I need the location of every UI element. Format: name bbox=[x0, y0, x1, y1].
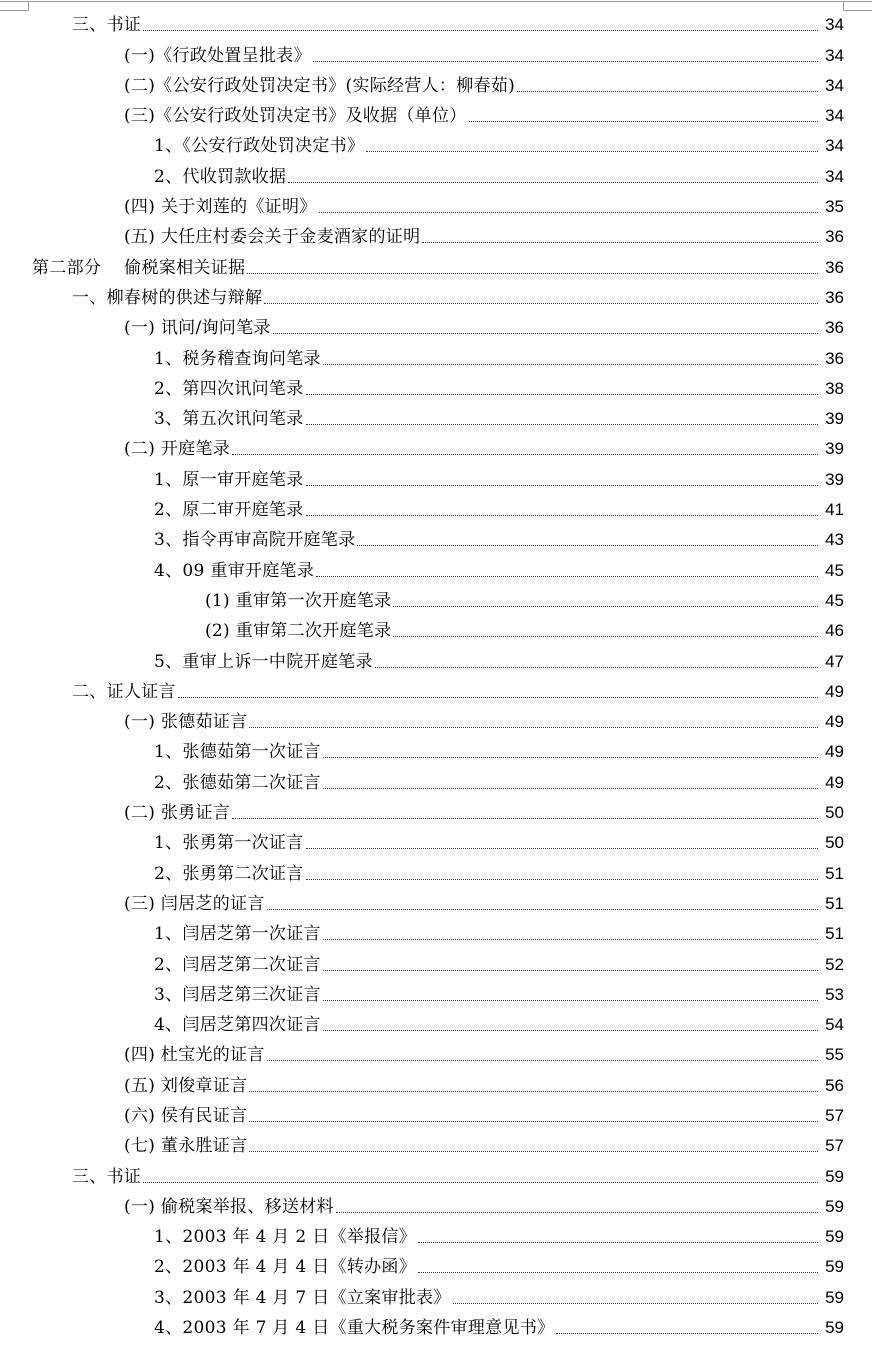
toc-entry-title: 3、2003 年 4 月 7 日《立案审批表》 bbox=[154, 1287, 451, 1308]
toc-dot-leader bbox=[306, 485, 818, 486]
toc-dot-leader bbox=[306, 394, 818, 395]
toc-entry-page-number: 53 bbox=[825, 984, 844, 1004]
toc-dot-leader bbox=[366, 151, 818, 152]
toc-entry[interactable] bbox=[0, 72, 872, 102]
toc-entry[interactable] bbox=[0, 829, 872, 859]
toc-entry-title: (五) 大任庄村委会关于金麦酒家的证明 bbox=[124, 227, 421, 248]
toc-entry[interactable] bbox=[0, 526, 872, 556]
toc-entry-title: (二) 开庭笔录 bbox=[124, 439, 231, 460]
toc-entry-title: 1、张德茹第一次证言 bbox=[154, 742, 321, 763]
toc-entry-title: (五) 刘俊章证言 bbox=[124, 1075, 248, 1096]
toc-entry-page-number: 51 bbox=[825, 863, 844, 883]
toc-entry[interactable] bbox=[0, 314, 872, 344]
toc-entry-page-number: 36 bbox=[825, 257, 844, 277]
toc-entry[interactable] bbox=[0, 678, 872, 708]
toc-entry-page-number: 49 bbox=[825, 681, 844, 701]
crop-mark-right bbox=[843, 2, 872, 11]
toc-dot-leader bbox=[469, 121, 818, 122]
toc-entry-title: (七) 董永胜证言 bbox=[124, 1136, 248, 1157]
toc-entry-page-number: 49 bbox=[825, 712, 844, 732]
toc-dot-leader bbox=[323, 364, 818, 365]
toc-dot-leader bbox=[556, 1333, 818, 1334]
toc-dot-leader bbox=[319, 212, 818, 213]
toc-entry-title: 2、张勇第二次证言 bbox=[154, 863, 304, 884]
toc-entry[interactable] bbox=[0, 1102, 872, 1132]
toc-entry-page-number: 46 bbox=[825, 621, 844, 641]
toc-entry[interactable] bbox=[0, 587, 872, 617]
toc-entry[interactable] bbox=[0, 375, 872, 405]
toc-entry-title: (三)《公安行政处罚决定书》及收据（单位） bbox=[124, 106, 467, 127]
toc-entry-title: 4、闫居芝第四次证言 bbox=[154, 1015, 321, 1036]
toc-entry-page-number: 36 bbox=[825, 287, 844, 307]
toc-dot-leader bbox=[267, 1060, 818, 1061]
toc-entry[interactable] bbox=[0, 647, 872, 677]
toc-entry-page-number: 41 bbox=[825, 500, 844, 520]
toc-entry-title: 一、柳春树的供述与辩解 bbox=[72, 287, 263, 308]
toc-entry-page-number: 36 bbox=[825, 227, 844, 247]
toc-dot-leader bbox=[249, 1151, 818, 1152]
toc-entry-page-number: 34 bbox=[825, 136, 844, 156]
toc-entry[interactable] bbox=[0, 223, 872, 253]
toc-entry-page-number: 49 bbox=[825, 772, 844, 792]
toc-entry[interactable] bbox=[0, 344, 872, 374]
toc-entry-title: (二) 张勇证言 bbox=[124, 803, 231, 824]
toc-entry-title: (一) 讯问/询问笔录 bbox=[124, 318, 271, 339]
toc-entry[interactable] bbox=[0, 284, 872, 314]
toc-entry-page-number: 51 bbox=[825, 893, 844, 913]
toc-entry-page-number: 34 bbox=[825, 45, 844, 65]
toc-entry-page-number: 34 bbox=[825, 166, 844, 186]
toc-entry-page-number: 39 bbox=[825, 469, 844, 489]
toc-entry-page-number: 34 bbox=[825, 75, 844, 95]
toc-entry-page-number: 57 bbox=[825, 1136, 844, 1156]
toc-entry-title: 3、指令再审高院开庭笔录 bbox=[154, 530, 356, 551]
toc-entry-page-number: 59 bbox=[825, 1196, 844, 1216]
toc-entry-title: 二、证人证言 bbox=[72, 681, 176, 702]
toc-entry-title: 2、代收罚款收据 bbox=[154, 166, 287, 187]
toc-entry[interactable] bbox=[0, 708, 872, 738]
toc-dot-leader bbox=[306, 879, 818, 880]
toc-entry-page-number: 59 bbox=[825, 1318, 844, 1338]
toc-entry-page-number: 50 bbox=[825, 833, 844, 853]
toc-entry[interactable] bbox=[0, 890, 872, 920]
toc-entry-page-number: 57 bbox=[825, 1105, 844, 1125]
toc-entry-title: 1、2003 年 4 月 2 日《举报信》 bbox=[154, 1227, 417, 1248]
toc-entry[interactable] bbox=[0, 465, 872, 495]
toc-dot-leader bbox=[232, 818, 818, 819]
toc-entry-title: 三、书证 bbox=[72, 1166, 142, 1187]
toc-entry[interactable] bbox=[0, 1223, 872, 1253]
page-top-border bbox=[0, 1, 872, 2]
toc-entry-title: 2、第四次讯问笔录 bbox=[154, 378, 304, 399]
toc-entry-title: 2、张德茹第二次证言 bbox=[154, 772, 321, 793]
toc-dot-leader bbox=[357, 545, 818, 546]
crop-mark-left bbox=[0, 2, 29, 11]
toc-entry-page-number: 36 bbox=[825, 348, 844, 368]
toc-entry-title: (一) 张德茹证言 bbox=[124, 712, 248, 733]
toc-entry-page-number: 39 bbox=[825, 439, 844, 459]
toc-entry[interactable] bbox=[0, 1314, 872, 1344]
toc-entry-title: 2、2003 年 4 月 4 日《转办函》 bbox=[154, 1257, 417, 1278]
toc-entry-title: 1、《公安行政处罚决定书》 bbox=[154, 136, 365, 157]
toc-entry[interactable] bbox=[0, 859, 872, 889]
toc-entry[interactable] bbox=[0, 950, 872, 980]
toc-dot-leader bbox=[323, 1000, 818, 1001]
toc-entry[interactable] bbox=[0, 1071, 872, 1101]
toc-entry-title: (四) 关于刘莲的《证明》 bbox=[124, 197, 317, 218]
toc-entry-page-number: 59 bbox=[825, 1166, 844, 1186]
toc-dot-leader bbox=[249, 1091, 818, 1092]
toc-dot-leader bbox=[393, 636, 818, 637]
toc-dot-leader bbox=[306, 848, 818, 849]
toc-entry-page-number: 38 bbox=[825, 378, 844, 398]
toc-entry[interactable] bbox=[0, 253, 872, 283]
toc-entry-title: 5、重审上诉一中院开庭笔录 bbox=[154, 651, 373, 672]
toc-entry[interactable] bbox=[0, 1193, 872, 1223]
toc-dot-leader bbox=[453, 1303, 818, 1304]
toc-dot-leader bbox=[323, 939, 818, 940]
toc-dot-leader bbox=[143, 30, 818, 31]
toc-entry-title: (六) 侯有民证言 bbox=[124, 1105, 248, 1126]
toc-entry-page-number: 52 bbox=[825, 954, 844, 974]
toc-entry-title: 2、原二审开庭笔录 bbox=[154, 500, 304, 521]
toc-dot-leader bbox=[323, 788, 818, 789]
toc-entry[interactable] bbox=[0, 1283, 872, 1313]
toc-entry[interactable] bbox=[0, 799, 872, 829]
toc-dot-leader bbox=[247, 273, 818, 274]
toc-dot-leader bbox=[232, 454, 818, 455]
toc-dot-leader bbox=[306, 515, 818, 516]
toc-dot-leader bbox=[418, 1272, 818, 1273]
toc-entry-title: 4、2003 年 7 月 4 日《重大税务案件审理意见书》 bbox=[154, 1318, 555, 1339]
toc-entry[interactable] bbox=[0, 11, 872, 41]
toc-dot-leader bbox=[375, 667, 818, 668]
toc-entry-page-number: 56 bbox=[825, 1075, 844, 1095]
toc-entry[interactable] bbox=[0, 193, 872, 223]
toc-entry-title: 3、第五次讯问笔录 bbox=[154, 409, 304, 430]
toc-entry[interactable] bbox=[0, 1011, 872, 1041]
toc-entry-title: (2) 重审第二次开庭笔录 bbox=[205, 621, 392, 642]
toc-entry-page-number: 35 bbox=[825, 197, 844, 217]
toc-entry-title: 3、闫居芝第三次证言 bbox=[154, 984, 321, 1005]
toc-dot-leader bbox=[422, 242, 818, 243]
toc-entry[interactable] bbox=[0, 1132, 872, 1162]
toc-entry[interactable] bbox=[0, 920, 872, 950]
toc-entry[interactable] bbox=[0, 1253, 872, 1283]
toc-entry-page-number: 50 bbox=[825, 803, 844, 823]
toc-dot-leader bbox=[323, 757, 818, 758]
toc-entry[interactable] bbox=[0, 1162, 872, 1192]
toc-entry[interactable] bbox=[0, 132, 872, 162]
toc-entry-page-number: 54 bbox=[825, 1015, 844, 1035]
toc-dot-leader bbox=[323, 1030, 818, 1031]
toc-entry-title: 1、原一审开庭笔录 bbox=[154, 469, 304, 490]
toc-dot-leader bbox=[264, 303, 818, 304]
toc-entry-title: 1、张勇第一次证言 bbox=[154, 833, 304, 854]
toc-dot-leader bbox=[316, 576, 818, 577]
toc-entry-page-number: 39 bbox=[825, 409, 844, 429]
toc-entry[interactable] bbox=[0, 738, 872, 768]
toc-entry-page-number: 59 bbox=[825, 1227, 844, 1247]
toc-entry-page-number: 45 bbox=[825, 590, 844, 610]
toc-entry[interactable] bbox=[0, 435, 872, 465]
toc-entry-page-number: 45 bbox=[825, 560, 844, 580]
toc-entry[interactable] bbox=[0, 405, 872, 435]
toc-dot-leader bbox=[323, 970, 818, 971]
toc-dot-leader bbox=[288, 182, 818, 183]
toc-entry[interactable] bbox=[0, 1041, 872, 1071]
toc-entry-title: 1、闫居芝第一次证言 bbox=[154, 924, 321, 945]
toc-entry[interactable] bbox=[0, 556, 872, 586]
toc-dot-leader bbox=[517, 91, 818, 92]
toc-entry-page-number: 34 bbox=[825, 15, 844, 35]
toc-dot-leader bbox=[336, 1212, 818, 1213]
toc-dot-leader bbox=[306, 424, 818, 425]
toc-entry-title: 1、税务稽查询问笔录 bbox=[154, 348, 321, 369]
toc-entry[interactable] bbox=[0, 768, 872, 798]
toc-entry-page-number: 43 bbox=[825, 530, 844, 550]
toc-entry[interactable] bbox=[0, 162, 872, 192]
toc-entry-page-number: 49 bbox=[825, 742, 844, 762]
toc-entry-title: 4、09 重审开庭笔录 bbox=[154, 560, 315, 581]
toc-entry-title: (一) 偷税案举报、移送材料 bbox=[124, 1196, 334, 1217]
toc-dot-leader bbox=[267, 909, 818, 910]
toc-entry-title: (四) 杜宝光的证言 bbox=[124, 1045, 265, 1066]
toc-entry-title: 2、闫居芝第二次证言 bbox=[154, 954, 321, 975]
toc-dot-leader bbox=[178, 697, 818, 698]
toc-entry-page-number: 47 bbox=[825, 651, 844, 671]
toc-entry-page-number: 36 bbox=[825, 318, 844, 338]
toc-entry-title: (三) 闫居芝的证言 bbox=[124, 893, 265, 914]
toc-entry-page-number: 55 bbox=[825, 1045, 844, 1065]
toc-dot-leader bbox=[313, 61, 818, 62]
toc-entry-title: 第二部分 偷税案相关证据 bbox=[32, 257, 246, 278]
toc-entry[interactable] bbox=[0, 617, 872, 647]
toc-entry[interactable] bbox=[0, 102, 872, 132]
toc-entry-page-number: 51 bbox=[825, 924, 844, 944]
table-of-contents bbox=[0, 11, 872, 1344]
toc-dot-leader bbox=[273, 333, 818, 334]
toc-dot-leader bbox=[249, 1121, 818, 1122]
toc-entry-page-number: 59 bbox=[825, 1257, 844, 1277]
toc-entry-title: (一)《行政处置呈批表》 bbox=[124, 45, 311, 66]
toc-entry[interactable] bbox=[0, 496, 872, 526]
toc-dot-leader bbox=[418, 1242, 818, 1243]
toc-entry[interactable] bbox=[0, 41, 872, 71]
toc-entry-title: (二)《公安行政处罚决定书》(实际经营人：柳春茹) bbox=[124, 75, 516, 96]
toc-dot-leader bbox=[249, 727, 818, 728]
toc-entry-page-number: 34 bbox=[825, 106, 844, 126]
toc-dot-leader bbox=[143, 1182, 818, 1183]
toc-entry-title: 三、书证 bbox=[72, 15, 142, 36]
toc-entry[interactable] bbox=[0, 981, 872, 1011]
toc-entry-title: (1) 重审第一次开庭笔录 bbox=[205, 590, 392, 611]
toc-dot-leader bbox=[393, 606, 818, 607]
toc-entry-page-number: 59 bbox=[825, 1287, 844, 1307]
